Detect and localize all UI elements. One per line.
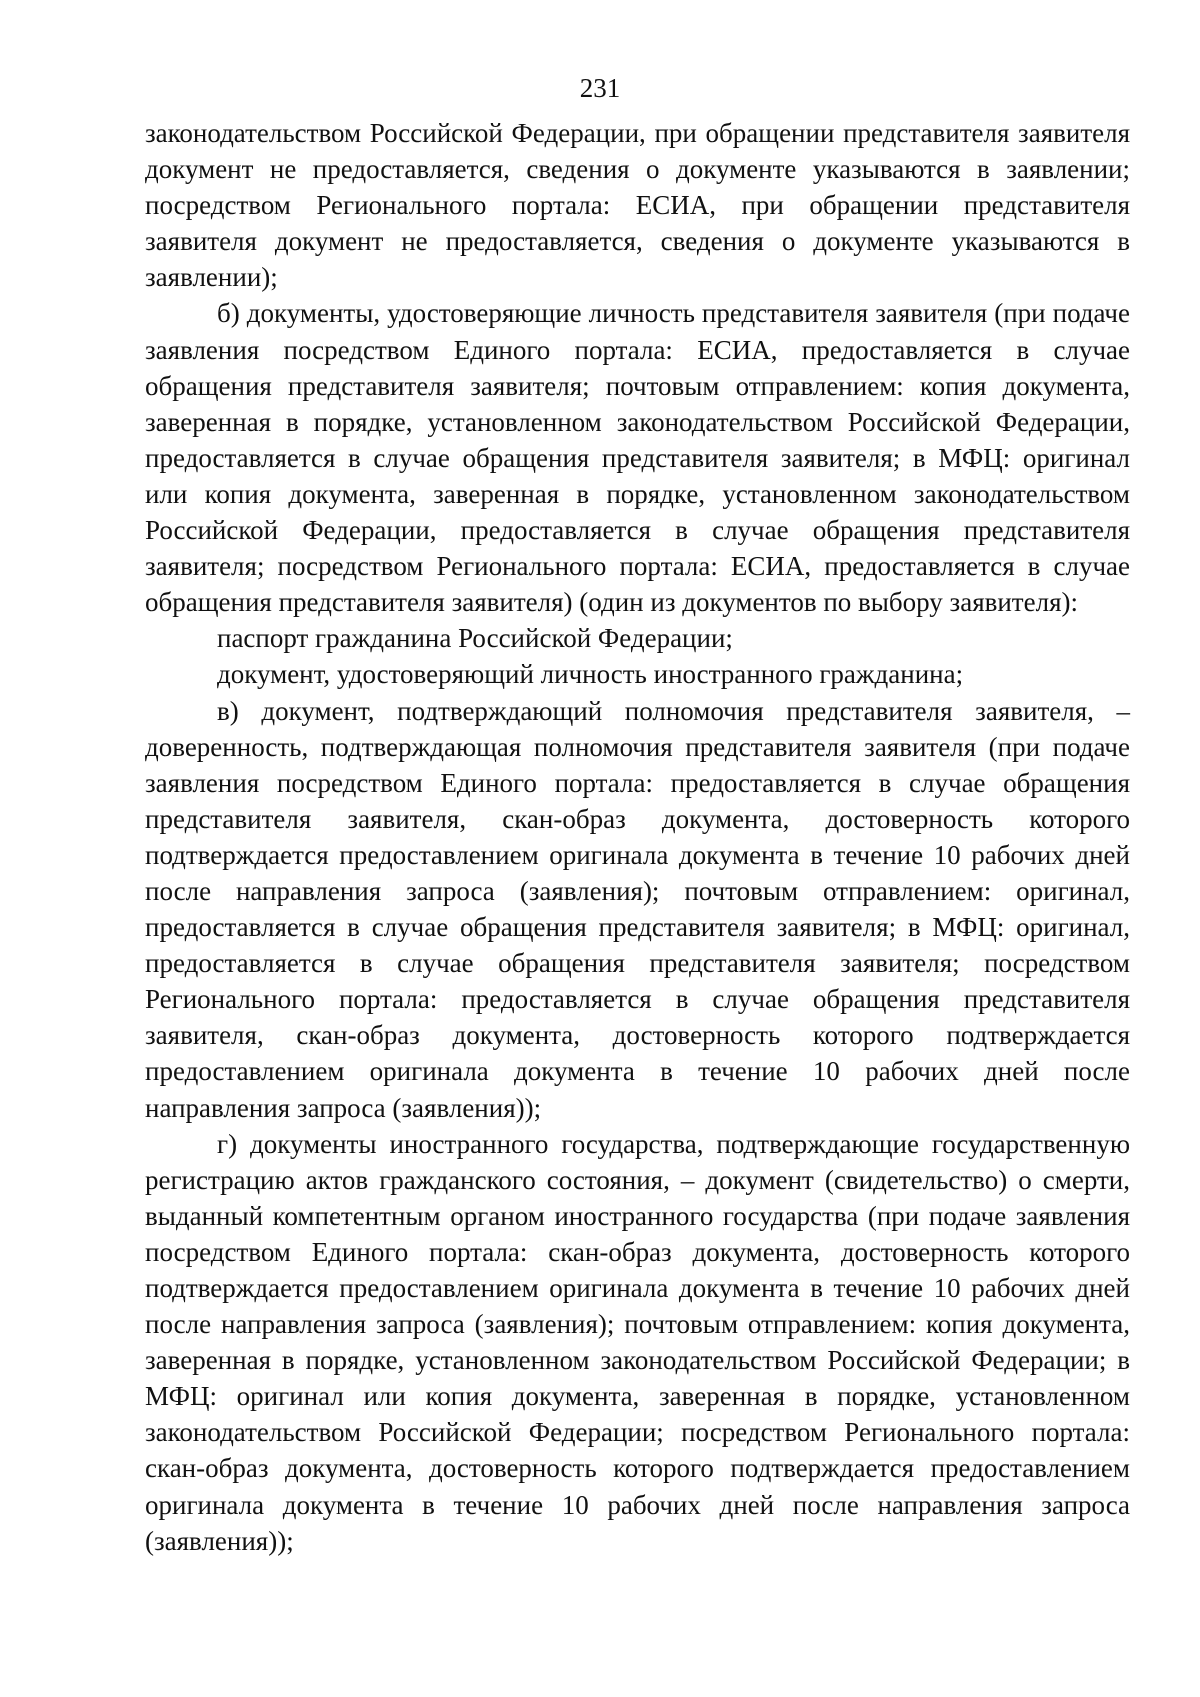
paragraph-item-g: г) документы иностранного государства, подтверждающие государственную регистрацию актов гражданского состояния, – документ (свидетельство) о смерти, выданный компетентным органом иностранного государства (при подаче заявления посредством Единого портала: скан-образ документа, достоверность которого подтверждается предоставлением оригинала документа в течение 10 рабочих дней после направления запроса (заявления); почтовым отправлением: копия документа, заверенная в порядке, установленном законодательством Российской Федерации; в МФЦ: оригинал или копия документа, заверенная в порядке, установленном законодательством Российской Федерации; посредством Регионального портала: скан-образ документа, достоверность которого подтверждается предоставлением оригинала документа в течение 10 рабочих дней после направления запроса (заявления)); xyxy=(145,1128,1130,1556)
paragraph-foreign-id: документ, удостоверяющий личность иностранного гражданина; xyxy=(217,659,964,690)
paragraph-passport: паспорт гражданина Российской Федерации; xyxy=(217,623,733,654)
page-number: 231 xyxy=(579,73,621,103)
paragraph-item-b: б) документы, удостоверяющие личность представителя заявителя (при подаче заявления посредством Единого портала: ЕСИА, предоставляется в случае обращения представителя заявителя; почтовым отправлением: копия документа, заверенная в порядке, установленном законодательством Российской Федерации, предоставляется в случае обращения представителя заявителя; в МФЦ: оригинал или копия документа, заверенная в порядке, установленном законодательством Российской Федерации, предоставляется в случае обращения представителя заявителя; посредством Регионального портала: ЕСИА, предоставляется в случае обращения представителя заявителя) (один из документов по выбору заявителя): xyxy=(145,298,1130,618)
document-body xyxy=(145,115,1130,1559)
paragraph-item-v: в) документ, подтверждающий полномочия представителя заявителя, – доверенность, подтверждающая полномочия представителя заявителя (при подаче заявления посредством Единого портала: предоставляется в случае обращения представителя заявителя, скан-образ документа, достоверность которого подтверждается предоставлением оригинала документа в течение 10 рабочих дней после направления запроса (заявления); почтовым отправлением: оригинал, предоставляется в случае обращения представителя заявителя; в МФЦ: оригинал, предоставляется в случае обращения представителя заявителя; посредством Регионального портала: предоставляется в случае обращения представителя заявителя, скан-образ документа, достоверность которого подтверждается предоставлением оригинала документа в течение 10 рабочих дней после направления запроса (заявления)); xyxy=(145,695,1130,1123)
paragraph-continuation: законодательством Российской Федерации, при обращении представителя заявителя документ не предоставляется, сведения о документе указываются в заявлении; посредством Регионального портала: ЕСИА, при обращении представителя заявителя документ не предоставляется, сведения о документе указываются в заявлении); xyxy=(145,118,1130,293)
